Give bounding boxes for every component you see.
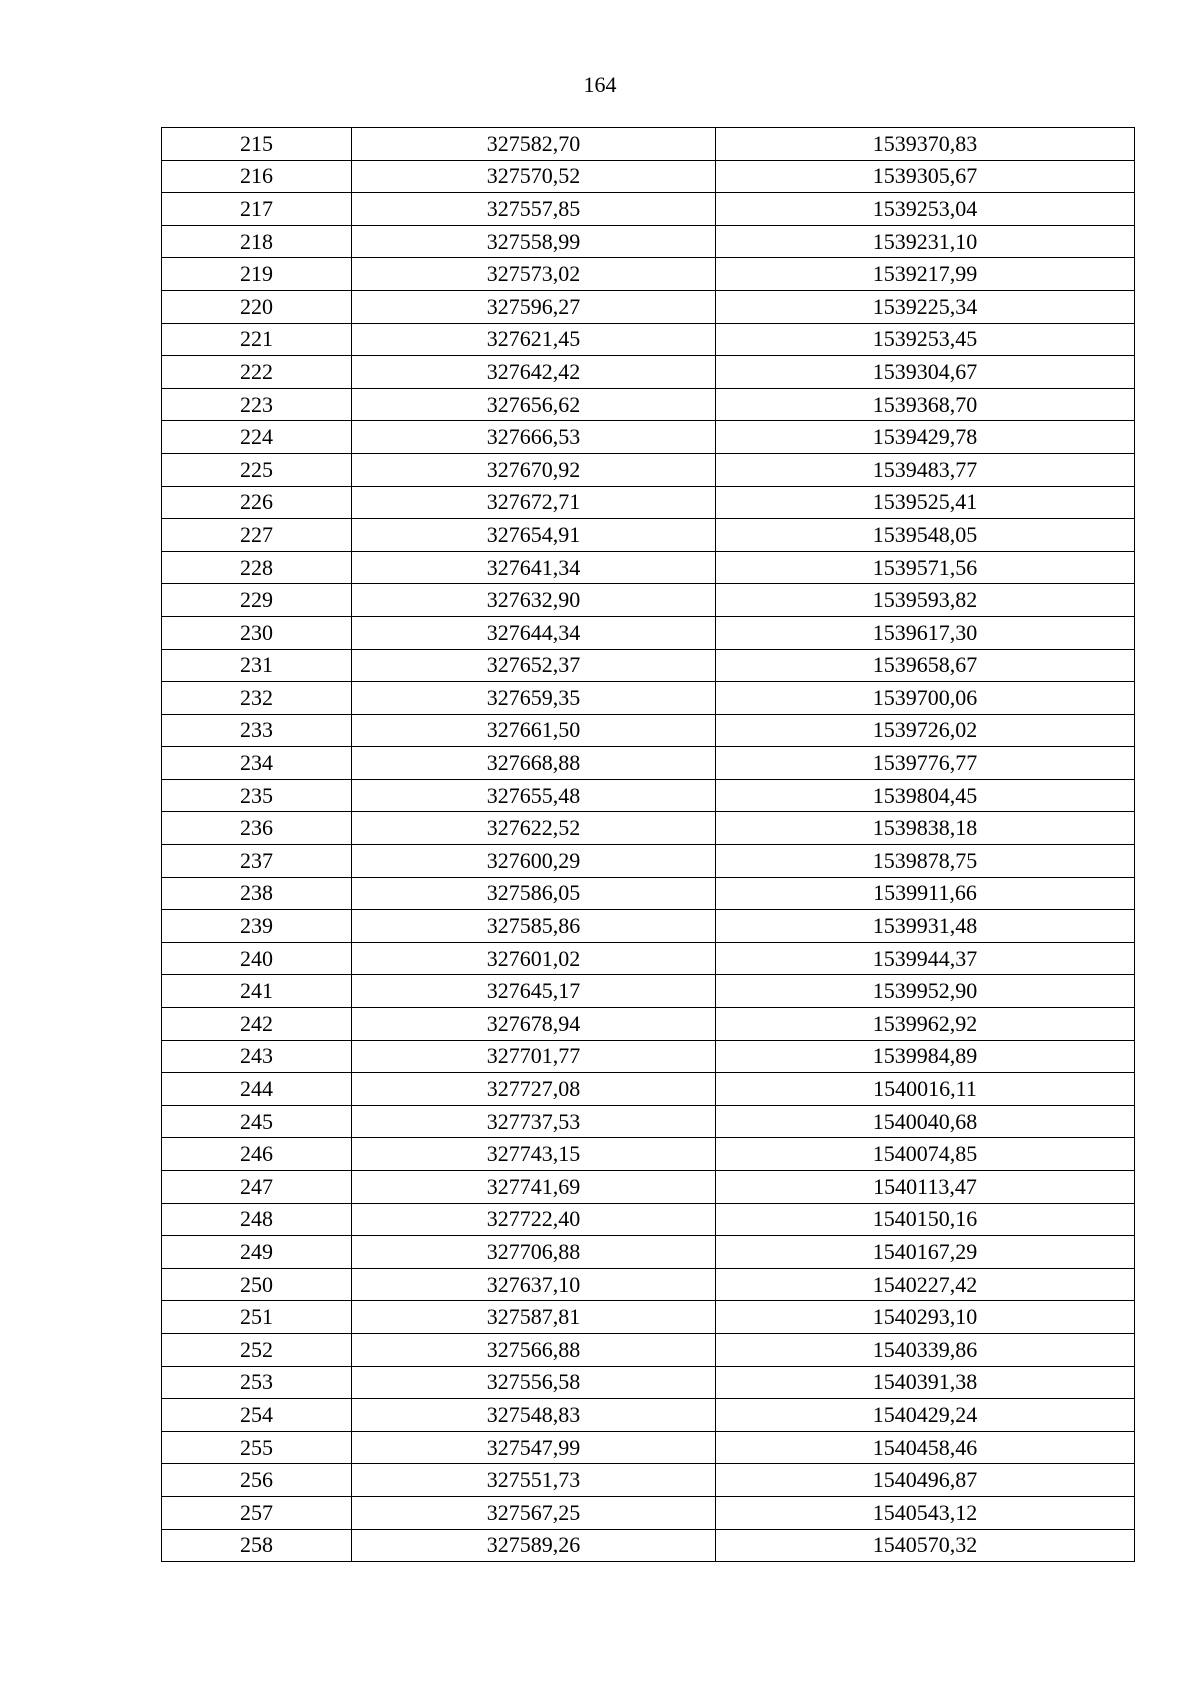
x-coordinate-cell: 327652,37 (352, 649, 716, 682)
y-coordinate-cell: 1539944,37 (716, 942, 1135, 975)
point-number-cell: 254 (162, 1399, 352, 1432)
x-coordinate-cell: 327547,99 (352, 1431, 716, 1464)
y-coordinate-cell: 1540391,38 (716, 1366, 1135, 1399)
y-coordinate-cell: 1539911,66 (716, 877, 1135, 910)
table-row (162, 1301, 1135, 1334)
table-row (162, 1203, 1135, 1236)
table-row (162, 551, 1135, 584)
point-number-cell: 233 (162, 714, 352, 747)
x-coordinate-cell: 327655,48 (352, 779, 716, 812)
y-coordinate-cell: 1539217,99 (716, 258, 1135, 291)
point-number-cell: 221 (162, 323, 352, 356)
point-number-cell: 247 (162, 1171, 352, 1204)
x-coordinate-cell: 327548,83 (352, 1399, 716, 1432)
point-number-cell: 231 (162, 649, 352, 682)
x-coordinate-cell: 327641,34 (352, 551, 716, 584)
point-number-cell: 225 (162, 453, 352, 486)
point-number-cell: 236 (162, 812, 352, 845)
y-coordinate-cell: 1540227,42 (716, 1268, 1135, 1301)
table-row (162, 1138, 1135, 1171)
table-row (162, 225, 1135, 258)
table-row (162, 421, 1135, 454)
y-coordinate-cell: 1540113,47 (716, 1171, 1135, 1204)
table-row (162, 682, 1135, 715)
table-row (162, 1496, 1135, 1529)
y-coordinate-cell: 1539304,67 (716, 356, 1135, 389)
point-number-cell: 255 (162, 1431, 352, 1464)
x-coordinate-cell: 327727,08 (352, 1073, 716, 1106)
y-coordinate-cell: 1539878,75 (716, 845, 1135, 878)
x-coordinate-cell: 327570,52 (352, 160, 716, 193)
x-coordinate-cell: 327589,26 (352, 1529, 716, 1562)
table-row (162, 1236, 1135, 1269)
table-row (162, 1008, 1135, 1041)
point-number-cell: 234 (162, 747, 352, 780)
y-coordinate-cell: 1540074,85 (716, 1138, 1135, 1171)
point-number-cell: 220 (162, 290, 352, 323)
y-coordinate-cell: 1539368,70 (716, 388, 1135, 421)
point-number-cell: 224 (162, 421, 352, 454)
table-row (162, 877, 1135, 910)
table-row (162, 193, 1135, 226)
y-coordinate-cell: 1539804,45 (716, 779, 1135, 812)
x-coordinate-cell: 327722,40 (352, 1203, 716, 1236)
x-coordinate-cell: 327666,53 (352, 421, 716, 454)
point-number-cell: 227 (162, 519, 352, 552)
x-coordinate-cell: 327654,91 (352, 519, 716, 552)
x-coordinate-cell: 327644,34 (352, 616, 716, 649)
table-row (162, 812, 1135, 845)
point-number-cell: 251 (162, 1301, 352, 1334)
x-coordinate-cell: 327659,35 (352, 682, 716, 715)
x-coordinate-cell: 327558,99 (352, 225, 716, 258)
y-coordinate-cell: 1539593,82 (716, 584, 1135, 617)
table-row (162, 323, 1135, 356)
x-coordinate-cell: 327632,90 (352, 584, 716, 617)
x-coordinate-cell: 327567,25 (352, 1496, 716, 1529)
y-coordinate-cell: 1539253,45 (716, 323, 1135, 356)
y-coordinate-cell: 1539253,04 (716, 193, 1135, 226)
table-row (162, 1333, 1135, 1366)
point-number-cell: 215 (162, 128, 352, 161)
point-number-cell: 223 (162, 388, 352, 421)
point-number-cell: 228 (162, 551, 352, 584)
y-coordinate-cell: 1540458,46 (716, 1431, 1135, 1464)
table-row (162, 845, 1135, 878)
y-coordinate-cell: 1540496,87 (716, 1464, 1135, 1497)
point-number-cell: 253 (162, 1366, 352, 1399)
x-coordinate-cell: 327601,02 (352, 942, 716, 975)
y-coordinate-cell: 1539429,78 (716, 421, 1135, 454)
point-number-cell: 226 (162, 486, 352, 519)
x-coordinate-cell: 327670,92 (352, 453, 716, 486)
page-number: 164 (583, 72, 617, 97)
y-coordinate-cell: 1539984,89 (716, 1040, 1135, 1073)
x-coordinate-cell: 327573,02 (352, 258, 716, 291)
y-coordinate-cell: 1539931,48 (716, 910, 1135, 943)
y-coordinate-cell: 1540293,10 (716, 1301, 1135, 1334)
y-coordinate-cell: 1539225,34 (716, 290, 1135, 323)
point-number-cell: 245 (162, 1105, 352, 1138)
table-row (162, 356, 1135, 389)
point-number-cell: 222 (162, 356, 352, 389)
point-number-cell: 237 (162, 845, 352, 878)
x-coordinate-cell: 327586,05 (352, 877, 716, 910)
table-row (162, 1171, 1135, 1204)
y-coordinate-cell: 1540150,16 (716, 1203, 1135, 1236)
table-row (162, 1399, 1135, 1432)
y-coordinate-cell: 1539700,06 (716, 682, 1135, 715)
x-coordinate-cell: 327622,52 (352, 812, 716, 845)
x-coordinate-cell: 327551,73 (352, 1464, 716, 1497)
x-coordinate-cell: 327678,94 (352, 1008, 716, 1041)
y-coordinate-cell: 1539231,10 (716, 225, 1135, 258)
table-row (162, 290, 1135, 323)
table-row (162, 258, 1135, 291)
y-coordinate-cell: 1539962,92 (716, 1008, 1135, 1041)
x-coordinate-cell: 327637,10 (352, 1268, 716, 1301)
table-row (162, 160, 1135, 193)
point-number-cell: 241 (162, 975, 352, 1008)
table-row (162, 649, 1135, 682)
table-row (162, 747, 1135, 780)
y-coordinate-cell: 1540543,12 (716, 1496, 1135, 1529)
point-number-cell: 216 (162, 160, 352, 193)
x-coordinate-cell: 327672,71 (352, 486, 716, 519)
x-coordinate-cell: 327668,88 (352, 747, 716, 780)
point-number-cell: 250 (162, 1268, 352, 1301)
x-coordinate-cell: 327645,17 (352, 975, 716, 1008)
point-number-cell: 248 (162, 1203, 352, 1236)
table-row (162, 388, 1135, 421)
table-row (162, 1529, 1135, 1562)
y-coordinate-cell: 1540167,29 (716, 1236, 1135, 1269)
point-number-cell: 258 (162, 1529, 352, 1562)
point-number-cell: 244 (162, 1073, 352, 1106)
point-number-cell: 240 (162, 942, 352, 975)
x-coordinate-cell: 327642,42 (352, 356, 716, 389)
x-coordinate-cell: 327556,58 (352, 1366, 716, 1399)
point-number-cell: 239 (162, 910, 352, 943)
x-coordinate-cell: 327737,53 (352, 1105, 716, 1138)
x-coordinate-cell: 327706,88 (352, 1236, 716, 1269)
y-coordinate-cell: 1539726,02 (716, 714, 1135, 747)
table-row (162, 1073, 1135, 1106)
y-coordinate-cell: 1539548,05 (716, 519, 1135, 552)
y-coordinate-cell: 1540016,11 (716, 1073, 1135, 1106)
y-coordinate-cell: 1539838,18 (716, 812, 1135, 845)
y-coordinate-cell: 1540339,86 (716, 1333, 1135, 1366)
point-number-cell: 249 (162, 1236, 352, 1269)
table-row (162, 779, 1135, 812)
table-row (162, 453, 1135, 486)
y-coordinate-cell: 1539658,67 (716, 649, 1135, 682)
y-coordinate-cell: 1540040,68 (716, 1105, 1135, 1138)
table-row (162, 584, 1135, 617)
x-coordinate-cell: 327582,70 (352, 128, 716, 161)
coordinates-table (161, 127, 1135, 1562)
y-coordinate-cell: 1539617,30 (716, 616, 1135, 649)
x-coordinate-cell: 327557,85 (352, 193, 716, 226)
point-number-cell: 235 (162, 779, 352, 812)
point-number-cell: 229 (162, 584, 352, 617)
y-coordinate-cell: 1539952,90 (716, 975, 1135, 1008)
point-number-cell: 256 (162, 1464, 352, 1497)
table-row (162, 1268, 1135, 1301)
x-coordinate-cell: 327656,62 (352, 388, 716, 421)
table-row (162, 519, 1135, 552)
coordinates-table-body (162, 128, 1135, 1562)
x-coordinate-cell: 327621,45 (352, 323, 716, 356)
x-coordinate-cell: 327587,81 (352, 1301, 716, 1334)
table-row (162, 1105, 1135, 1138)
y-coordinate-cell: 1539525,41 (716, 486, 1135, 519)
table-row (162, 1366, 1135, 1399)
point-number-cell: 252 (162, 1333, 352, 1366)
y-coordinate-cell: 1539483,77 (716, 453, 1135, 486)
table-row (162, 942, 1135, 975)
x-coordinate-cell: 327566,88 (352, 1333, 716, 1366)
table-row (162, 910, 1135, 943)
x-coordinate-cell: 327596,27 (352, 290, 716, 323)
x-coordinate-cell: 327743,15 (352, 1138, 716, 1171)
point-number-cell: 246 (162, 1138, 352, 1171)
y-coordinate-cell: 1540570,32 (716, 1529, 1135, 1562)
point-number-cell: 243 (162, 1040, 352, 1073)
table-row (162, 1040, 1135, 1073)
x-coordinate-cell: 327600,29 (352, 845, 716, 878)
table-row (162, 128, 1135, 161)
point-number-cell: 257 (162, 1496, 352, 1529)
point-number-cell: 242 (162, 1008, 352, 1041)
point-number-cell: 219 (162, 258, 352, 291)
y-coordinate-cell: 1539370,83 (716, 128, 1135, 161)
y-coordinate-cell: 1540429,24 (716, 1399, 1135, 1432)
x-coordinate-cell: 327741,69 (352, 1171, 716, 1204)
table-row (162, 975, 1135, 1008)
table-row (162, 1464, 1135, 1497)
x-coordinate-cell: 327661,50 (352, 714, 716, 747)
table-row (162, 486, 1135, 519)
point-number-cell: 238 (162, 877, 352, 910)
table-row (162, 714, 1135, 747)
table-row (162, 1431, 1135, 1464)
x-coordinate-cell: 327585,86 (352, 910, 716, 943)
y-coordinate-cell: 1539571,56 (716, 551, 1135, 584)
point-number-cell: 217 (162, 193, 352, 226)
x-coordinate-cell: 327701,77 (352, 1040, 716, 1073)
y-coordinate-cell: 1539776,77 (716, 747, 1135, 780)
y-coordinate-cell: 1539305,67 (716, 160, 1135, 193)
table-row (162, 616, 1135, 649)
point-number-cell: 218 (162, 225, 352, 258)
point-number-cell: 230 (162, 616, 352, 649)
point-number-cell: 232 (162, 682, 352, 715)
